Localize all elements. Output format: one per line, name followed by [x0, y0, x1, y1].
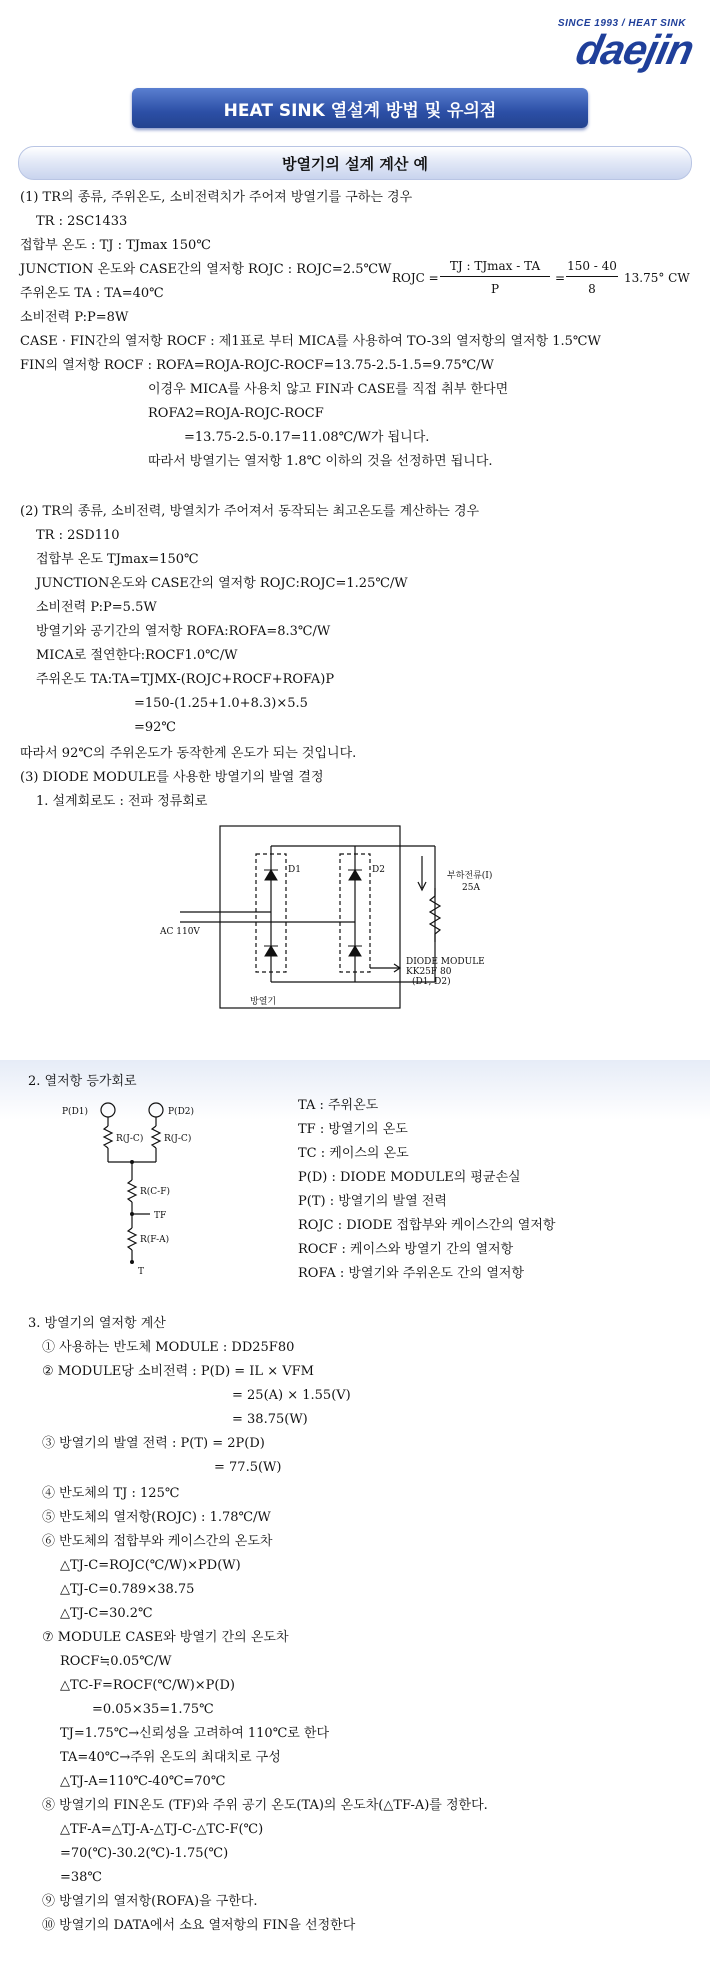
- p1-line: FIN의 열저항 ROCF : ROFA=ROJA-ROJC-ROCF=13.75-2.5-1.5=9.75℃/W: [20, 358, 494, 373]
- p4-line: ⑩ 방열기의 DATA에서 소요 열저항의 FIN을 선정한다: [42, 1918, 356, 1933]
- label-rcf: R(C-F): [140, 1187, 170, 1197]
- resistor-rjc-2: [152, 1126, 160, 1148]
- formula-denominator-1: P: [490, 282, 500, 296]
- p1-line: 주위온도 TA : TA=40℃: [20, 286, 164, 301]
- p1-line: JUNCTION 온도와 CASE간의 열저항 ROJC : ROJC=2.5℃W: [20, 262, 392, 277]
- p4-line: △TF-A=△TJ-A-△TJ-C-△TC-F(℃): [60, 1822, 264, 1837]
- p2-line: 방열기와 공기간의 열저항 ROFA:ROFA=8.3℃/W: [36, 624, 331, 639]
- legend-item: ROCF : 케이스와 방열기 간의 열저항: [298, 1242, 514, 1257]
- diode-d2-lower: [349, 946, 361, 956]
- p4-line: △TJ-C=30.2℃: [60, 1606, 153, 1621]
- legend-item: P(D) : DIODE MODULE의 평균손실: [298, 1170, 521, 1185]
- p4-line: △TJ-C=0.789×38.75: [60, 1582, 195, 1597]
- formula-numerator-1: TJ : TJmax - TA: [449, 259, 541, 273]
- p4-line: =0.05×35=1.75℃: [92, 1702, 214, 1717]
- label-module-part: KK25F 80: [406, 967, 452, 977]
- logo-since-text: SINCE 1993 / HEAT SINK: [557, 18, 686, 29]
- label-load-value: 25A: [462, 883, 480, 893]
- p1-line: 접합부 온도 : TJ : TJmax 150℃: [20, 238, 211, 253]
- p2-line: (3) DIODE MODULE를 사용한 방열기의 발열 결정: [20, 770, 324, 785]
- p4-line: ③ 방열기의 발열 전력 : P(T) = 2P(D): [42, 1436, 265, 1451]
- p1-line: 소비전력 P:P=8W: [20, 310, 129, 325]
- p2-line: 접합부 온도 TJmax=150℃: [36, 552, 199, 567]
- label-p-d2: P(D2): [168, 1107, 195, 1117]
- p2-line: =150-(1.25+1.0+8.3)×5.5: [134, 696, 308, 711]
- p4-line: ⑧ 방열기의 FIN온도 (TF)와 주위 공기 온도(TA)의 온도차(△TF-A)를 정한다.: [42, 1798, 488, 1813]
- fraction-bar-1: [440, 276, 550, 277]
- resistor-rjc-1: [104, 1126, 112, 1148]
- page-title-bar: [132, 88, 588, 128]
- p1-line: 이경우 MICA를 사용치 않고 FIN과 CASE를 직접 취부 한다면: [148, 382, 509, 397]
- p4-line: =38℃: [60, 1870, 102, 1885]
- label-module-title: DIODE MODULE: [406, 957, 485, 967]
- label-t: T: [138, 1267, 145, 1277]
- p1-line: =13.75-2.5-0.17=11.08℃/W가 됩니다.: [184, 430, 430, 445]
- p4-line: △TJ-C=ROJC(℃/W)×PD(W): [60, 1558, 241, 1573]
- source-p-d2: [149, 1103, 163, 1117]
- p1-line: TR : 2SC1433: [36, 214, 128, 229]
- legend-item: TA : 주위온도: [298, 1098, 379, 1113]
- p4-line: TA=40℃→주위 온도의 최대치로 구성: [60, 1750, 281, 1765]
- label-module-diodes: (D1, D2): [412, 977, 451, 987]
- p4-line: =70(℃)-30.2(℃)-1.75(℃): [60, 1846, 229, 1861]
- p4-line: = 38.75(W): [232, 1412, 308, 1427]
- page-title: HEAT SINK 열설계 방법 및 유의점: [223, 100, 497, 121]
- formula-lhs: ROJC =: [392, 271, 439, 285]
- company-logo: [446, 14, 698, 73]
- heatsink-outline: [220, 826, 400, 1008]
- label-d1: D1: [288, 865, 301, 875]
- p4-line: ROCF≒0.05℃/W: [60, 1654, 172, 1669]
- legend-item: TF : 방열기의 온도: [298, 1122, 408, 1137]
- label-rjc-2: R(J-C): [164, 1134, 192, 1144]
- source-p-d1: [101, 1103, 115, 1117]
- legend-item: P(T) : 방열기의 발열 전력: [298, 1194, 447, 1209]
- section-header-bar: [18, 146, 692, 180]
- p4-line: ⑥ 반도체의 접합부와 케이스간의 온도차: [42, 1534, 273, 1549]
- label-tf: TF: [154, 1211, 167, 1221]
- p1-line: ROFA2=ROJA-ROJC-ROCF: [148, 406, 324, 421]
- p4-line: △TC-F=ROCF(℃/W)×P(D): [60, 1678, 235, 1693]
- thermal-circuit-heading: 2. 열저항 등가회로: [28, 1074, 137, 1089]
- p4-line: ⑦ MODULE CASE와 방열기 간의 온도차: [42, 1630, 289, 1645]
- p2-line: JUNCTION온도와 CASE간의 열저항 ROJC:ROJC=1.25℃/W: [36, 576, 408, 591]
- label-d2: D2: [372, 865, 385, 875]
- p4-line: TJ=1.75℃→신뢰성을 고려하여 110℃로 한다: [60, 1726, 330, 1741]
- p4-line: ④ 반도체의 TJ : 125℃: [42, 1486, 180, 1501]
- p2-line: TR : 2SD110: [36, 528, 120, 543]
- label-p-d1: P(D1): [62, 1107, 89, 1117]
- p4-line: = 77.5(W): [214, 1460, 282, 1475]
- p4-line: ⑨ 방열기의 열저항(ROFA)을 구한다.: [42, 1894, 258, 1909]
- section-title: 방열기의 설계 계산 예: [281, 155, 429, 173]
- p1-line: 따라서 방열기는 열저항 1.8℃ 이하의 것을 선정하면 됩니다.: [148, 454, 493, 469]
- resistance-calc-heading: 3. 방열기의 열저항 계산: [28, 1316, 166, 1331]
- formula-equals: =: [555, 271, 566, 285]
- formula-denominator-2: 8: [588, 282, 596, 296]
- diode-d1-lower: [265, 946, 277, 956]
- rectifier-circuit-diagram: [160, 818, 540, 1018]
- fraction-bar-2: [566, 276, 618, 277]
- thermal-equivalent-circuit: [60, 1096, 240, 1276]
- p4-line: = 25(A) × 1.55(V): [232, 1388, 351, 1403]
- legend-item: TC : 케이스의 온도: [298, 1146, 409, 1161]
- p2-line: 1. 설계회로도 : 전파 정류회로: [36, 794, 208, 809]
- p2-line: MICA로 절연한다:ROCF1.0℃/W: [36, 648, 238, 663]
- resistor-rcf: [128, 1180, 136, 1202]
- legend-item: ROFA : 방열기와 주위온도 간의 열저항: [298, 1266, 525, 1281]
- formula-numerator-2: 150 - 40: [567, 259, 617, 273]
- diode-d2-upper: [349, 870, 361, 880]
- logo-wordmark: daejin: [571, 26, 698, 73]
- resistor-rfa: [128, 1228, 136, 1250]
- p2-line: (2) TR의 종류, 소비전력, 방열치가 주어져서 동작되는 최고온도를 계산하는 경우: [20, 504, 480, 519]
- label-load-current: 부하전류(I): [447, 871, 493, 881]
- p4-line: ⑤ 반도체의 열저항(ROJC) : 1.78℃/W: [42, 1510, 271, 1525]
- p4-line: ① 사용하는 반도체 MODULE : DD25F80: [42, 1340, 295, 1355]
- p1-line: CASE · FIN간의 열저항 ROCF : 제1표로 부터 MICA를 사용하여 TO-3의 열저항의 열저항 1.5℃W: [20, 334, 601, 349]
- formula-result: 13.75° CW: [624, 271, 690, 285]
- label-heatsink: 방열기: [250, 997, 277, 1007]
- p2-line: =92℃: [134, 720, 176, 735]
- p2-line: 소비전력 P:P=5.5W: [36, 600, 157, 615]
- p1-line: (1) TR의 종류, 주위온도, 소비전력치가 주어져 방열기를 구하는 경우: [20, 190, 413, 205]
- diode-d1-upper: [265, 870, 277, 880]
- p2-line: 주위온도 TA:TA=TJMX-(ROJC+ROCF+ROFA)P: [36, 672, 335, 687]
- p4-line: △TJ-A=110℃-40℃=70℃: [60, 1774, 226, 1789]
- p2-line: 따라서 92℃의 주위온도가 동작한계 온도가 되는 것입니다.: [20, 746, 357, 761]
- label-rfa: R(F-A): [140, 1235, 170, 1245]
- label-ac: AC 110V: [160, 927, 200, 937]
- label-rjc-1: R(J-C): [116, 1134, 144, 1144]
- p4-line: ② MODULE당 소비전력 : P(D) = IL × VFM: [42, 1364, 314, 1379]
- legend-item: ROJC : DIODE 접합부와 케이스간의 열저항: [298, 1218, 556, 1233]
